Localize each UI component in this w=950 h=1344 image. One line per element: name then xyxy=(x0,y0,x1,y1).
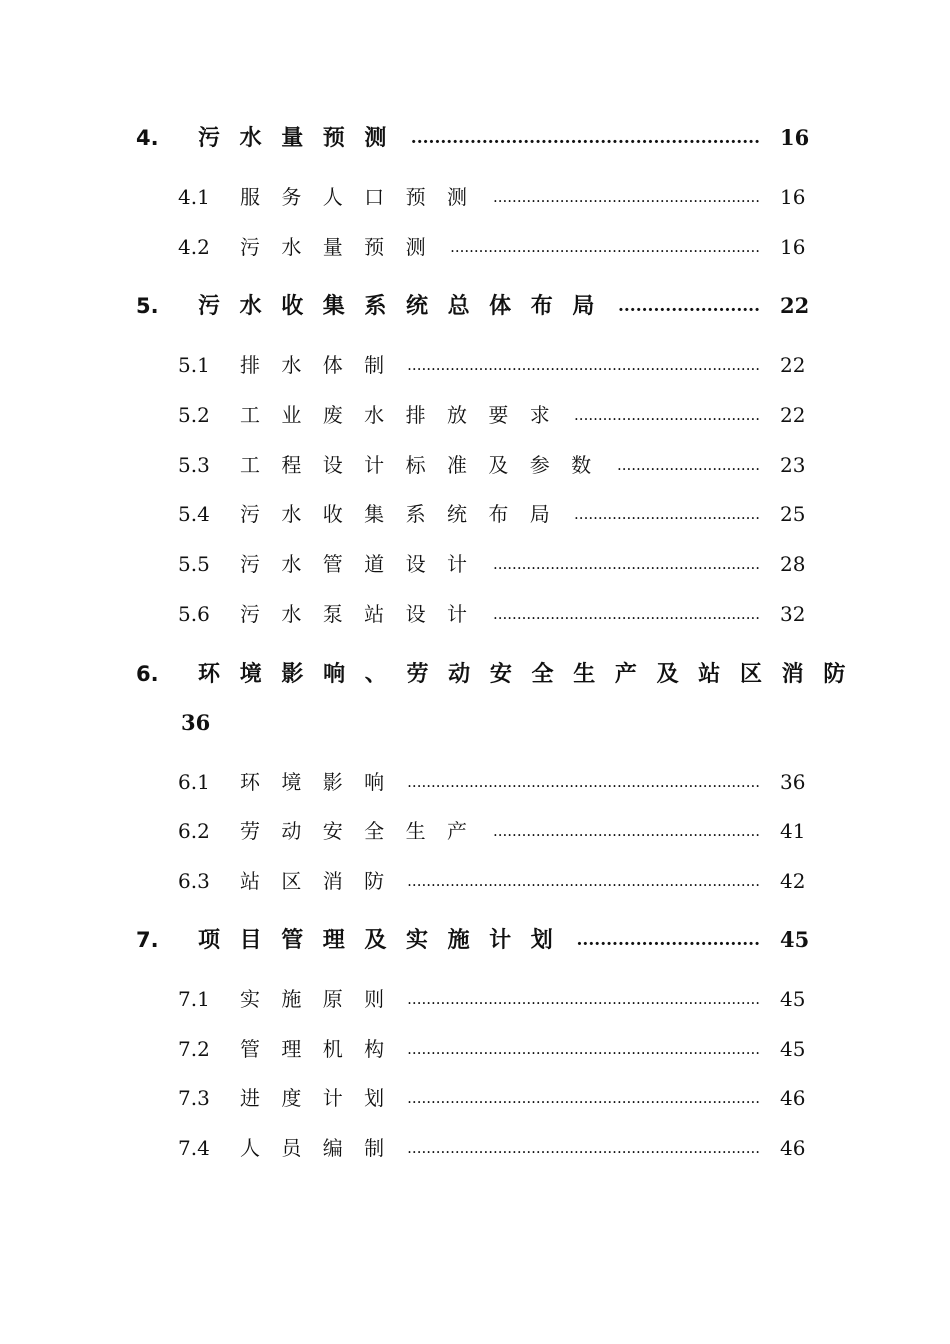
section-page: 16 xyxy=(780,235,806,259)
chapter-page: 36 xyxy=(181,710,211,735)
chapter-page: 22 xyxy=(780,293,810,318)
section-number: 4.1 xyxy=(178,185,210,209)
section-title: 工 程 设 计 标 准 及 参 数 xyxy=(240,453,592,477)
section-title: 劳 动 安 全 生 产 xyxy=(240,819,467,843)
dot-leader: .......................................................................... xyxy=(407,1089,760,1107)
toc-section-5-5[interactable] xyxy=(0,544,950,584)
toc-section-7-3[interactable] xyxy=(0,1078,950,1118)
section-number: 7.3 xyxy=(178,1086,210,1110)
chapter-number: 4. xyxy=(136,126,159,150)
section-page: 41 xyxy=(780,819,806,843)
section-number: 7.1 xyxy=(178,987,210,1011)
chapter-number: 7. xyxy=(136,928,159,952)
section-number: 5.3 xyxy=(178,453,210,477)
section-title: 污 水 收 集 系 统 布 局 xyxy=(240,502,550,526)
toc-section-7-4[interactable] xyxy=(0,1128,950,1168)
section-page: 45 xyxy=(780,1037,806,1061)
dot-leader: ....................................... xyxy=(574,406,760,424)
section-number: 5.2 xyxy=(178,403,210,427)
toc-section-4-1[interactable] xyxy=(0,177,950,217)
toc-section-7-1[interactable] xyxy=(0,979,950,1019)
toc-chapter-7[interactable] xyxy=(0,920,950,960)
dot-leader: .............................. xyxy=(616,456,760,474)
chapter-title: 项 目 管 理 及 实 施 计 划 xyxy=(198,927,553,953)
section-title: 进 度 计 划 xyxy=(240,1086,385,1110)
section-number: 5.1 xyxy=(178,353,210,377)
dot-leader: .......................................................................... xyxy=(407,1040,760,1058)
section-number: 4.2 xyxy=(178,235,210,259)
dot-leader: ........................................................... xyxy=(410,128,760,148)
toc-section-5-3[interactable] xyxy=(0,445,950,485)
dot-leader: ....................................... xyxy=(574,505,760,523)
toc-section-5-1[interactable] xyxy=(0,345,950,385)
toc-section-7-2[interactable] xyxy=(0,1029,950,1069)
section-page: 32 xyxy=(780,602,806,626)
toc-chapter-4[interactable] xyxy=(0,118,950,158)
chapter-number: 6. xyxy=(136,662,159,686)
section-number: 6.1 xyxy=(178,770,210,794)
toc-section-6-3[interactable] xyxy=(0,861,950,901)
section-page: 46 xyxy=(780,1086,806,1110)
toc-section-5-6[interactable] xyxy=(0,594,950,634)
toc-chapter-6[interactable] xyxy=(0,654,950,694)
dot-leader: .......................................................................... xyxy=(407,872,760,890)
dot-leader: .......................................................................... xyxy=(407,356,760,374)
dot-leader: .......................................................................... xyxy=(407,990,760,1008)
dot-leader: ........................................................ xyxy=(492,555,760,573)
section-title: 环 境 影 响 xyxy=(240,770,385,794)
dot-leader: ................................................................. xyxy=(450,238,760,256)
section-number: 5.4 xyxy=(178,502,210,526)
section-title: 排 水 体 制 xyxy=(240,353,385,377)
section-number: 5.6 xyxy=(178,602,210,626)
toc-section-4-2[interactable] xyxy=(0,227,950,267)
section-page: 28 xyxy=(780,552,806,576)
section-page: 45 xyxy=(780,987,806,1011)
toc-section-6-2[interactable] xyxy=(0,811,950,851)
dot-leader: ........................................................ xyxy=(492,188,760,206)
section-title: 管 理 机 构 xyxy=(240,1037,385,1061)
section-title: 污 水 泵 站 设 计 xyxy=(240,602,467,626)
section-title: 实 施 原 则 xyxy=(240,987,385,1011)
toc-chapter-6-page-line[interactable] xyxy=(0,703,950,743)
section-page: 22 xyxy=(780,353,806,377)
section-number: 6.2 xyxy=(178,819,210,843)
dot-leader: .......................................................................... xyxy=(407,773,760,791)
toc-chapter-5[interactable] xyxy=(0,286,950,326)
toc-section-6-1[interactable] xyxy=(0,762,950,802)
section-title: 站 区 消 防 xyxy=(240,869,385,893)
dot-leader: .......................................................................... xyxy=(407,1139,760,1157)
section-title: 工 业 废 水 排 放 要 求 xyxy=(240,403,550,427)
chapter-title: 污 水 量 预 测 xyxy=(198,125,387,151)
dot-leader: ........................................................ xyxy=(492,822,760,840)
section-page: 16 xyxy=(780,185,806,209)
chapter-page: 45 xyxy=(780,927,810,952)
section-title: 服 务 人 口 预 测 xyxy=(240,185,467,209)
section-number: 7.4 xyxy=(178,1136,210,1160)
section-page: 46 xyxy=(780,1136,806,1160)
section-page: 36 xyxy=(780,770,806,794)
section-number: 6.3 xyxy=(178,869,210,893)
section-title: 污 水 管 道 设 计 xyxy=(240,552,467,576)
section-title: 人 员 编 制 xyxy=(240,1136,385,1160)
section-title: 污 水 量 预 测 xyxy=(240,235,426,259)
chapter-title: 环 境 影 响 、 劳 动 安 全 生 产 及 站 区 消 防 xyxy=(198,661,846,687)
section-page: 23 xyxy=(780,453,806,477)
section-number: 5.5 xyxy=(178,552,210,576)
section-page: 25 xyxy=(780,502,806,526)
dot-leader: ........................ xyxy=(617,296,760,316)
section-page: 22 xyxy=(780,403,806,427)
section-page: 42 xyxy=(780,869,806,893)
section-number: 7.2 xyxy=(178,1037,210,1061)
toc-section-5-2[interactable] xyxy=(0,395,950,435)
dot-leader: ........................................................ xyxy=(492,605,760,623)
toc-section-5-4[interactable] xyxy=(0,494,950,534)
dot-leader: ............................... xyxy=(576,930,760,950)
chapter-number: 5. xyxy=(136,294,159,318)
chapter-title: 污 水 收 集 系 统 总 体 布 局 xyxy=(198,293,595,319)
chapter-page: 16 xyxy=(780,125,810,150)
